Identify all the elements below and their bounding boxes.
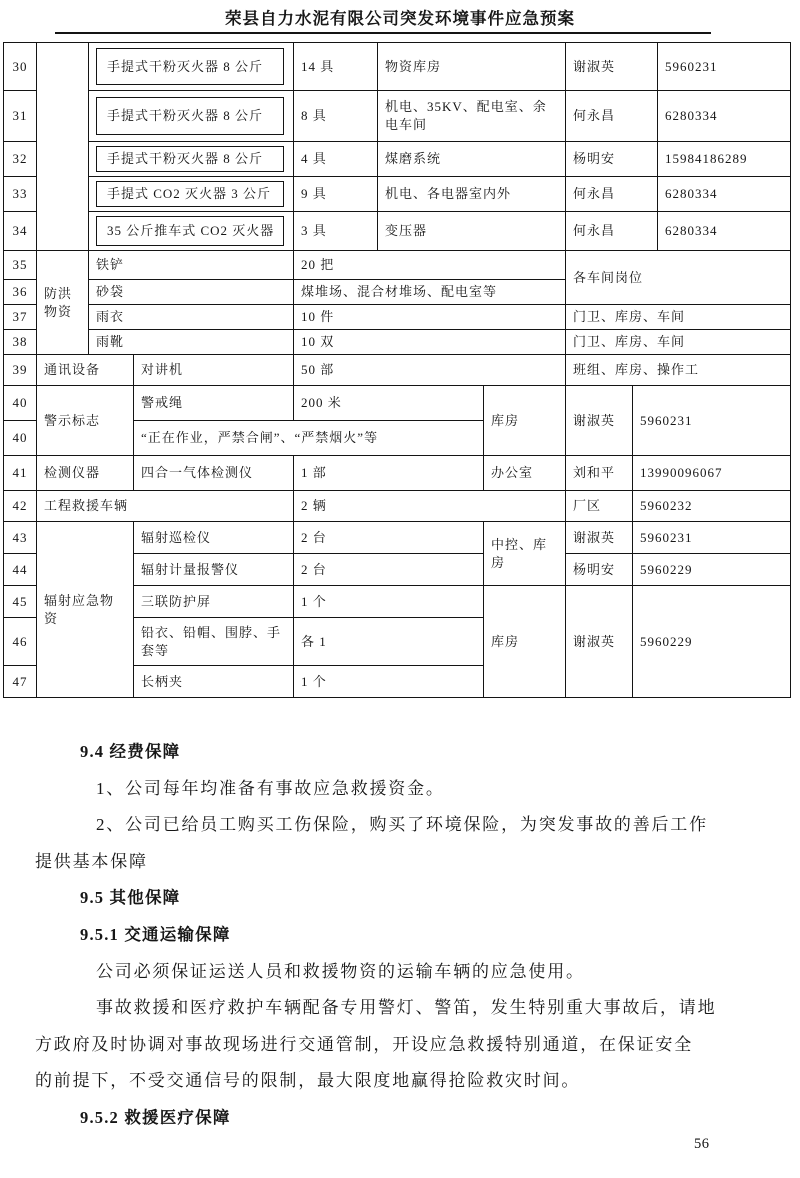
category-cell-comm: 通讯设备 [37,355,134,386]
table-row [4,212,791,251]
phone-cell: 13990096067 [633,456,791,491]
qty-cell: 1 部 [294,456,484,491]
phone-cell: 6280334 [658,212,791,251]
row-number: 37 [4,305,37,330]
category-cell-detect: 检测仪器 [37,456,134,491]
phone-cell: 5960229 [633,554,791,586]
title-underline [55,32,711,34]
row-number: 35 [4,251,37,280]
person-cell: 杨明安 [566,142,658,177]
phone-cell: 5960231 [633,522,791,554]
person-cell: 杨明安 [566,554,633,586]
person-cell: 谢淑英 [566,586,633,698]
item-cell: 雨衣 [89,305,294,330]
location-cell: 各车间岗位 [566,251,791,305]
table-row [4,43,791,91]
item-cell: 对讲机 [134,355,294,386]
phone-cell: 6280334 [658,177,791,212]
row-number: 34 [4,212,37,251]
row-number: 44 [4,554,37,586]
phone-cell: 5960231 [658,43,791,91]
emergency-supplies-table [3,42,791,698]
paragraph-line: 的前提下，不受交通信号的限制，最大限度地赢得抢险救灾时间。 [35,1071,581,1091]
table-row [4,251,791,280]
table-row [4,177,791,212]
phone-cell: 6280334 [658,91,791,142]
table-row [4,305,791,330]
item-box: 手提式干粉灭火器 8 公斤 [96,97,284,135]
row-number: 33 [4,177,37,212]
location-cell: 机电、35KV、配电室、余电车间 [378,91,566,142]
item-cell [89,177,294,212]
phone-cell: 5960232 [633,491,791,522]
page-title: 荣县自力水泥有限公司突发环境事件应急预案 [225,9,575,28]
item-cell [89,43,294,91]
item-box: 手提式干粉灭火器 8 公斤 [96,146,284,172]
item-box: 35 公斤推车式 CO2 灭火器 [96,216,284,246]
category-cell-warn: 警示标志 [37,386,134,456]
person-cell: 谢淑英 [566,43,658,91]
qty-cell: 9 具 [294,177,378,212]
location-cell: 机电、各电器室内外 [378,177,566,212]
qty-cell: 2 台 [294,554,484,586]
row-number: 40 [4,421,37,456]
item-cell: 砂袋 [89,280,294,305]
table-row [4,386,791,421]
location-cell: 班组、库房、操作工 [566,355,791,386]
item-cell [89,91,294,142]
page-number: 56 [694,1136,710,1152]
section-heading-9-5-1: 9.5.1 交通运输保障 [80,924,231,944]
row-number: 45 [4,586,37,618]
phone-cell: 15984186289 [658,142,791,177]
qty-cell: 1 个 [294,666,484,698]
person-cell: 谢淑英 [566,386,633,456]
paragraph-line: 事故救援和医疗救护车辆配备专用警灯、警笛，发生特别重大事故后，请地 [96,998,717,1018]
item-cell: “正在作业，严禁合闸”、“严禁烟火”等 [134,421,484,456]
category-cell-vehicle: 工程救援车辆 [37,491,294,522]
row-number: 41 [4,456,37,491]
qty-cell: 2 辆 [294,491,566,522]
table-row [4,142,791,177]
category-cell-empty [37,43,89,251]
paragraph-line: 方政府及时协调对事故现场进行交通管制，开设应急救援特别通道，在保证安全 [35,1034,693,1054]
paragraph-line: 2、公司已给员工购买工伤保险，购买了环境保险，为突发事故的善后工作 [96,815,708,835]
qty-cell: 10 双 [294,330,566,355]
qty-cell: 14 具 [294,43,378,91]
paragraph-line: 公司必须保证运送人员和救援物资的运输车辆的应急使用。 [96,961,585,981]
row-number: 38 [4,330,37,355]
phone-cell: 5960229 [633,586,791,698]
qty-cell: 10 件 [294,305,566,330]
table-row [4,330,791,355]
item-cell: 长柄夹 [134,666,294,698]
qty-cell: 4 具 [294,142,378,177]
location-cell: 库房 [484,586,566,698]
qty-cell: 20 把 [294,251,566,280]
location-cell: 变压器 [378,212,566,251]
person-cell: 何永昌 [566,212,658,251]
paragraph-line: 1、公司每年均准备有事故应急救援资金。 [96,778,445,798]
item-cell: 三联防护屏 [134,586,294,618]
qty-cell: 2 台 [294,522,484,554]
qty-cell: 1 个 [294,586,484,618]
section-heading-9-5: 9.5 其他保障 [80,888,181,908]
body-text [35,734,725,1137]
location-cell: 物资库房 [378,43,566,91]
location-cell: 煤磨系统 [378,142,566,177]
item-box: 手提式干粉灭火器 8 公斤 [96,48,284,86]
item-cell [89,212,294,251]
qty-cell: 煤堆场、混合材堆场、配电室等 [294,280,566,305]
row-number: 40 [4,386,37,421]
phone-cell: 5960231 [633,386,791,456]
row-number: 32 [4,142,37,177]
table-row [4,355,791,386]
row-number: 30 [4,43,37,91]
row-number: 46 [4,618,37,666]
section-heading-9-4: 9.4 经费保障 [80,742,181,761]
row-number: 43 [4,522,37,554]
location-cell: 门卫、库房、车间 [566,330,791,355]
item-cell: 铁铲 [89,251,294,280]
item-cell [89,142,294,177]
row-number: 42 [4,491,37,522]
item-cell: 铅衣、铅帽、围脖、手套等 [134,618,294,666]
person-cell: 谢淑英 [566,522,633,554]
item-cell: 四合一气体检测仪 [134,456,294,491]
paragraph-line: 提供基本保障 [35,851,148,871]
table-row [4,522,791,554]
person-cell: 刘和平 [566,456,633,491]
location-cell: 办公室 [484,456,566,491]
item-cell: 警戒绳 [134,386,294,421]
row-number: 39 [4,355,37,386]
item-cell: 雨靴 [89,330,294,355]
row-number: 47 [4,666,37,698]
category-cell-radiation: 辐射应急物资 [37,522,134,698]
qty-cell: 50 部 [294,355,566,386]
item-box: 手提式 CO2 灭火器 3 公斤 [96,181,284,207]
person-cell: 何永昌 [566,91,658,142]
location-cell: 门卫、库房、车间 [566,305,791,330]
row-number: 31 [4,91,37,142]
qty-cell: 各 1 [294,618,484,666]
person-cell: 何永昌 [566,177,658,212]
category-cell-flood: 防洪物资 [37,251,89,355]
table-row [4,91,791,142]
row-number: 36 [4,280,37,305]
item-cell: 辐射计量报警仪 [134,554,294,586]
person-cell: 厂区 [566,491,633,522]
section-heading-9-5-2: 9.5.2 救援医疗保障 [80,1107,231,1127]
location-cell: 库房 [484,386,566,456]
qty-cell: 8 具 [294,91,378,142]
qty-cell: 3 具 [294,212,378,251]
qty-cell: 200 米 [294,386,484,421]
table-row [4,456,791,491]
item-cell: 辐射巡检仪 [134,522,294,554]
location-cell: 中控、库房 [484,522,566,586]
table-row [4,491,791,522]
